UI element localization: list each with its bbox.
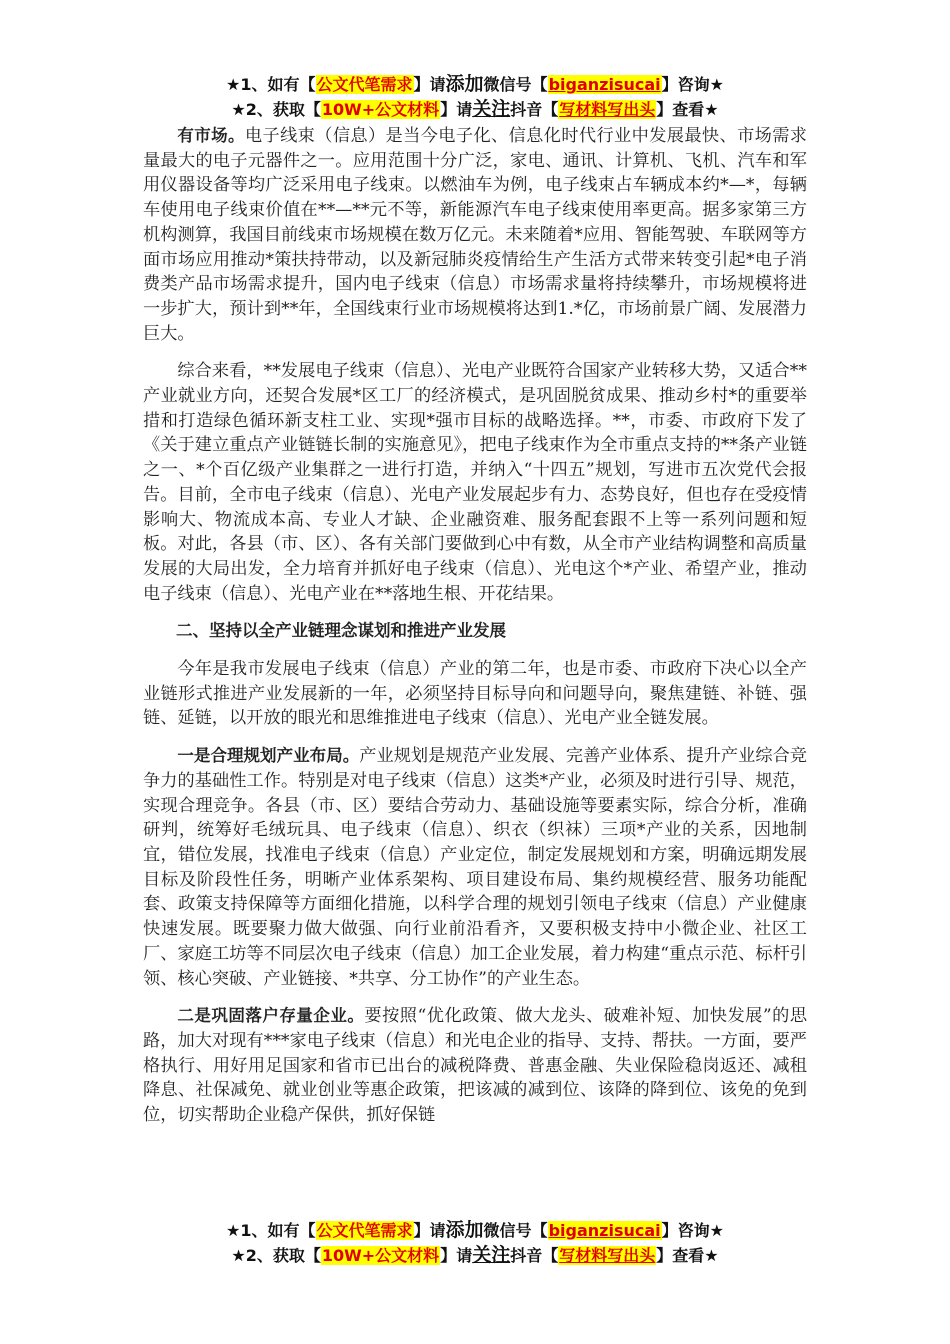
promo-text: 】咨询★ [661,1221,724,1240]
promo-text: 抖音【 [510,1246,559,1265]
highlight-text: 公文代笔需求 [316,75,413,94]
paragraph: 今年是我市发展电子线束（信息）产业的第二年，也是市委、市政府下决心以全产业链形式推进产业发展新的一年，必须坚持目标导向和问题导向，聚焦建链、补链、强链、延链，以开放的眼光和思维推进电子线束（信息）、光电产业全链发展。 [143,659,807,729]
promo-text: 】请 [413,75,446,94]
highlight-text: 10W+公文材料 [321,1246,440,1265]
promo-text: 】查看★ [656,100,719,119]
promo-text: 】咨询★ [661,75,724,94]
star-icon: ★ [226,75,241,94]
star-icon: ★ [231,1246,246,1265]
section-heading: 二、坚持以全产业链理念谋划和推进产业发展 [176,621,506,641]
douyin-account-link[interactable]: 写材料写出头 [559,100,656,119]
paragraph-text: 产业规划是规范产业发展、完善产业体系、提升产业综合竞争力的基础性工作。特别是对电子线束（信息）这类*产业，必须及时进行引导、规范，实现合理竞争。各县（市、区）要结合劳动力、基础设施等要素实际，综合分析，准确研判，统筹好毛绒玩具、电子线束（信息）、织衣（织袜）三项*产业的关系，因地制宜，错位发展，找准电子线束（信息）产业定位，制定发展规划和方案，明确远期发展目标及阶段性任务，明晰产业体系架构、项目建设布局、集约规模经营、服务功能配套、政策支持保障等方面细化措施，以科学合理的规划引领电子线束（信息）产业健康快速发展。既要聚力做大做强、向行业前沿看齐，又要积极支持中小微企业、社区工厂、家庭工坊等不同层次电子线束（信息）加工企业发展，着力构建“重点示范、标杆引领、核心突破、产业链接、*共享、分工协作”的产业生态。 [143,746,807,989]
promo-banner-bottom [0,1218,950,1268]
paragraph [143,1004,807,1128]
promo-text: 1、如有【 [240,1221,316,1240]
wechat-id-link[interactable]: biganzisucai [548,75,661,94]
promo-line-2 [0,1243,950,1268]
emphasis-text: 关注 [472,98,511,120]
emphasis-text: 添加 [445,73,484,95]
paragraph-lead: 有市场。 [177,126,245,145]
highlight-text: 公文代笔需求 [316,1221,413,1240]
promo-line-2 [0,97,950,122]
promo-text: 】查看★ [656,1246,719,1265]
promo-text: 微信号【 [483,1221,548,1240]
highlight-text: 10W+公文材料 [321,100,440,119]
paragraph-lead: 二是巩固落户存量企业。 [177,1006,365,1026]
paragraph: 综合来看，**发展电子线束（信息）、光电产业既符合国家产业转移大势，又适合**产业就业方向，还契合发展*区工厂的经济模式，是巩固脱贫成果、推动乡村*的重要举措和打造绿色循环新支柱工业、实现*强市目标的战略选择。**，市委、市政府下发了《关于建立重点产业链链长制的实施意见》，把电子线束作为全市重点支持的**条产业链之一、*个百亿级产业集群之一进行打造，并纳入“十四五”规划，写进市五次党代会报告。目前，全市电子线束（信息）、光电产业发展起步有力、态势良好，但也存在受疫情影响大、物流成本高、专业人才缺、企业融资难、服务配套跟不上等一系列问题和短板。对此，各县（市、区）、各有关部门要做到心中有数，从全市产业结构调整和高质量发展的大局出发，全力培育并抓好电子线束（信息）、光电这个*产业、希望产业，推动电子线束（信息）、光电产业在**落地生根、开花结果。 [143,361,807,604]
promo-text: 2、获取【 [245,1246,321,1265]
promo-text: 】请 [440,100,473,119]
paragraph-text: 电子线束（信息）是当今电子化、信息化时代行业中发展最快、市场需求量最大的电子元器件之一。应用范围十分广泛，家电、通讯、计算机、飞机、汽车和军用仪器设备等均广泛采用电子线束。以燃油车为例，电子线束占车辆成本约*—*，每辆车使用电子线束价值在**—**元不等，新能源汽车电子线束使用率更高。据多家第三方机构测算，我国目前线束市场规模在数万亿元。未来随着*应用、智能驾驶、车联网等方面市场应用推动*策扶持带动，以及新冠肺炎疫情给生产生活方式带来转变引起*电子消费类产品市场需求提升，国内电子线束（信息）市场需求量将持续攀升，市场规模将进一步扩大，预计到**年，全国线束行业市场规模将达到1.*亿，市场前景广阔、发展潜力巨大。 [143,126,807,344]
emphasis-text: 关注 [472,1244,511,1266]
paragraph [143,744,807,991]
star-icon: ★ [231,100,246,119]
document-body [143,124,807,1141]
wechat-id-link[interactable]: biganzisucai [548,1221,661,1240]
star-icon: ★ [226,1221,241,1240]
paragraph-text: 要按照“优化政策、做大龙头、破难补短、加快发展”的思路，加大对现有***家电子线束（信息）和光电企业的指导、支持、帮扶。一方面，要严格执行、用好用足国家和省市已出台的减税降费、普惠金融、失业保险稳岗返还、减租降息、社保减免、就业创业等惠企政策，把该减的减到位、该降的降到位、该免的免到位，切实帮助企业稳产保供，抓好保链 [143,1006,808,1126]
promo-banner-top [0,72,950,122]
emphasis-text: 添加 [445,1219,484,1241]
paragraph-lead: 一是合理规划产业布局。 [177,746,360,766]
promo-text: 抖音【 [510,100,559,119]
promo-text: 微信号【 [483,75,548,94]
promo-line-1 [0,1218,950,1243]
douyin-account-link[interactable]: 写材料写出头 [559,1246,656,1265]
promo-line-1 [0,72,950,97]
paragraph [143,124,807,346]
promo-text: 1、如有【 [240,75,316,94]
promo-text: 】请 [413,1221,446,1240]
promo-text: 】请 [440,1246,473,1265]
promo-text: 2、获取【 [245,100,321,119]
